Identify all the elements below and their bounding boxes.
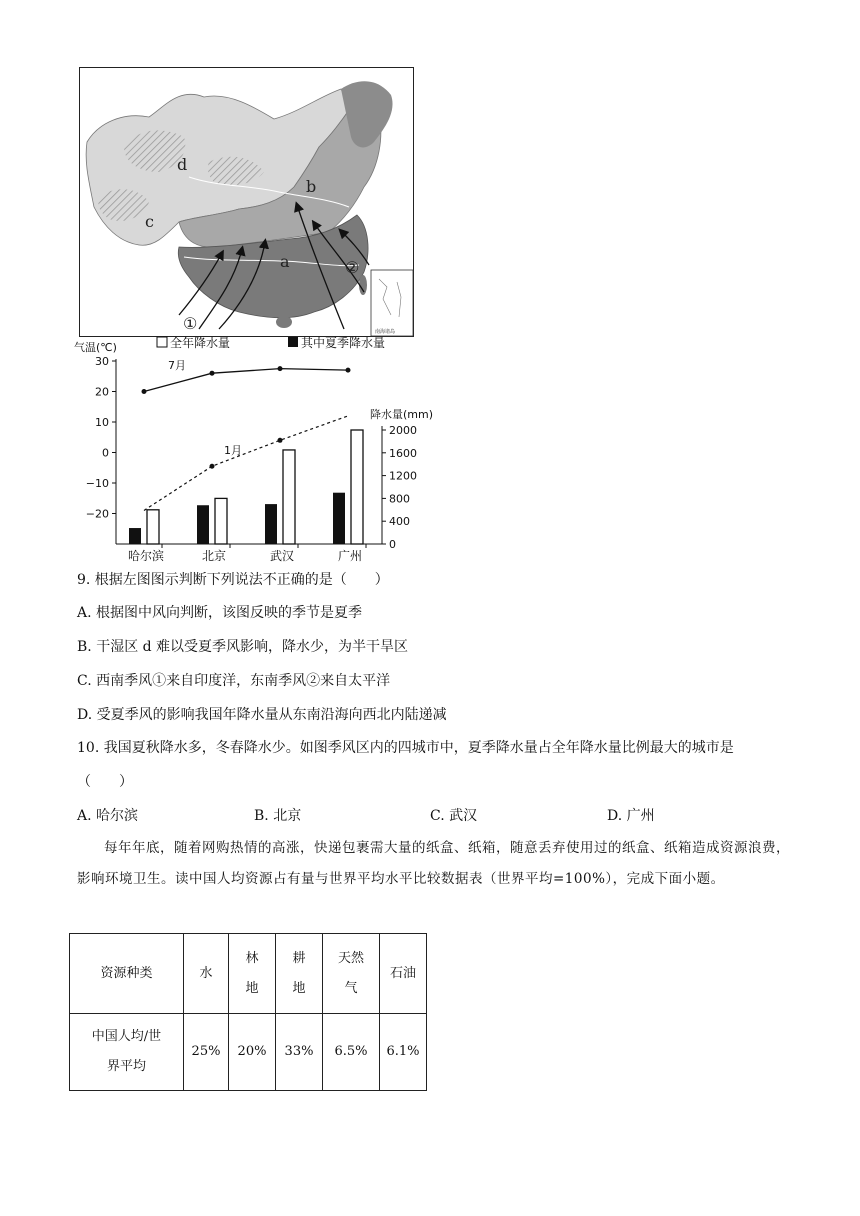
q10-option-c: C. 武汉	[430, 808, 478, 824]
q9-option-a: A. 根据图中风向判断，该图反映的季节是夏季	[77, 605, 363, 621]
category-label: 北京	[201, 549, 227, 563]
resource-table	[69, 933, 427, 1091]
q9-stem: 9. 根据左图图示判断下列说法不正确的是（ ）	[77, 572, 389, 588]
map-label-d: d	[177, 155, 188, 174]
right-tick-label: 800	[389, 492, 410, 506]
q9-option-c: C. 西南季风①来自印度洋，东南季风②来自太平洋	[77, 673, 391, 689]
map-label-monsoon-2: ②	[345, 258, 360, 277]
map-label-b: b	[306, 177, 317, 196]
map-label-c: c	[145, 212, 154, 231]
table-row-label: 中国人均/世 界平均	[70, 1014, 184, 1091]
table-cell: 6.5%	[323, 1014, 380, 1091]
table-header-cell: 林 地	[229, 934, 276, 1014]
intro-paragraph: 每年年底，随着网购热情的高涨，快递包裹需大量的纸盒、纸箱，随意丢弃使用过的纸盒、纸箱造成资源浪费，影响环境卫生。读中国人均资源占有量与世界平均水平比较数据表（世界平均=100%），完成下面小题。	[77, 840, 790, 887]
january-line-label: 1月	[224, 444, 242, 458]
climate-precipitation-chart	[72, 334, 452, 566]
q10-option-b: B. 北京	[254, 808, 302, 824]
map-label-a: a	[280, 252, 290, 271]
january-temperature-line	[144, 416, 348, 511]
left-tick-label: −20	[85, 507, 109, 521]
map-inset-note: 南海诸岛	[375, 329, 396, 335]
legend-summer-swatch	[288, 337, 298, 347]
left-tick-label: 20	[95, 385, 109, 399]
right-tick-label: 1600	[389, 446, 417, 460]
category-label: 武汉	[269, 549, 295, 563]
legend-summer-label: 其中夏季降水量	[301, 336, 386, 350]
january-temperature-point	[278, 438, 283, 443]
table-cell: 20%	[229, 1014, 276, 1091]
left-axis-label: 气温(℃)	[74, 341, 117, 354]
table-cell: 33%	[276, 1014, 323, 1091]
right-tick-label: 400	[389, 515, 410, 529]
right-tick-label: 1200	[389, 469, 417, 483]
july-temperature-point	[142, 389, 147, 394]
table-header-row	[70, 934, 427, 1014]
table-row	[70, 1014, 427, 1091]
map-label-monsoon-1: ①	[183, 314, 198, 333]
q10-stem: 10. 我国夏秋降水多，冬春降水少。如图季风区内的四城市中，夏季降水量占全年降水量比例最大的城市是	[77, 740, 734, 756]
bar-annual	[147, 510, 159, 544]
q9-option-b: B. 干湿区 d 难以受夏季风影响，降水少，为半干旱区	[77, 639, 409, 655]
table-header-cell: 水	[184, 934, 229, 1014]
july-temperature-point	[346, 368, 351, 373]
july-line-label: 7月	[168, 359, 186, 373]
july-temperature-point	[210, 371, 215, 376]
left-tick-label: 10	[95, 416, 109, 429]
january-temperature-point	[210, 464, 215, 469]
table-header-cell: 耕 地	[276, 934, 323, 1014]
bar-summer	[129, 528, 141, 544]
right-tick-label: 0	[389, 538, 396, 551]
category-label: 广州	[337, 549, 363, 563]
table-header-cell: 石油	[380, 934, 427, 1014]
right-tick-label: 2000	[389, 424, 417, 437]
bar-summer	[265, 504, 277, 544]
bar-annual	[215, 498, 227, 544]
left-tick-label: 30	[95, 355, 109, 368]
table-cell: 6.1%	[380, 1014, 427, 1091]
table-header-cell: 天然 气	[323, 934, 380, 1014]
bar-summer	[197, 505, 209, 544]
legend-annual-swatch	[157, 337, 167, 347]
left-tick-label: −10	[85, 477, 109, 490]
china-monsoon-map	[79, 67, 414, 337]
q10-paren: （ ）	[77, 774, 133, 790]
july-temperature-point	[278, 366, 283, 371]
bar-summer	[333, 493, 345, 544]
q10-option-a: A. 哈尔滨	[77, 808, 139, 824]
bar-annual	[351, 430, 363, 544]
category-label: 哈尔滨	[127, 549, 165, 563]
bar-annual	[283, 450, 295, 544]
table-cell: 25%	[184, 1014, 229, 1091]
right-axis-label: 降水量(mm)	[370, 408, 434, 421]
legend-annual-label: 全年降水量	[170, 336, 231, 350]
q10-option-d: D. 广州	[607, 808, 655, 824]
left-tick-label: 0	[102, 446, 109, 460]
table-header-cell: 资源种类	[70, 934, 184, 1014]
q9-option-d: D. 受夏季风的影响我国年降水量从东南沿海向西北内陆递减	[77, 707, 447, 723]
